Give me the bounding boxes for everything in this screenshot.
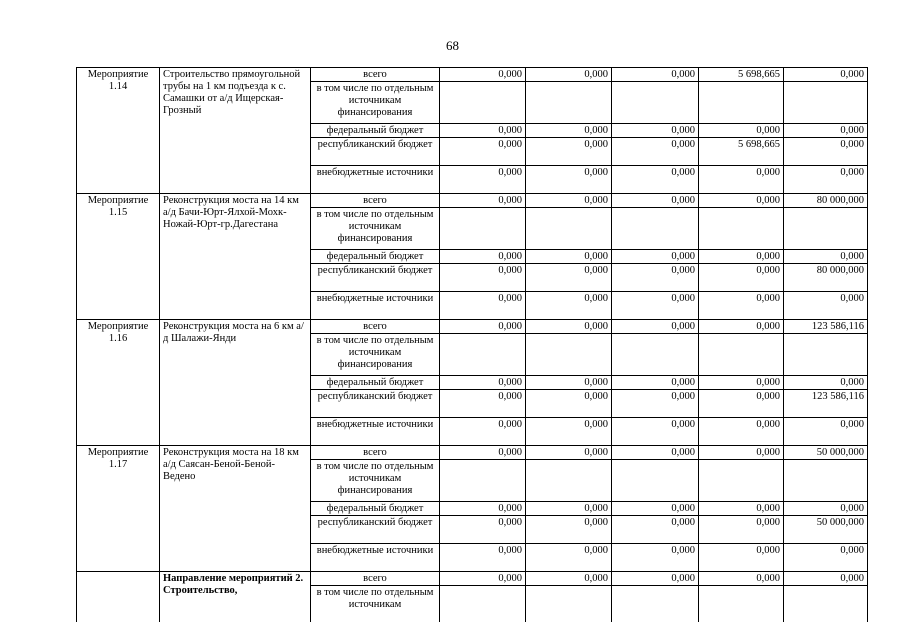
amount-cell: 0,000 [784,544,868,572]
amount-cell: 0,000 [440,390,526,418]
amount-cell [526,82,612,124]
amount-cell: 0,000 [440,572,526,586]
amount-cell [784,460,868,502]
amount-cell: 0,000 [440,292,526,320]
funding-source: в том числе по отдельным источникам финансирования [311,82,440,124]
page-number: 68 [446,38,459,53]
funding-source: федеральный бюджет [311,376,440,390]
amount-cell: 0,000 [784,138,868,166]
amount-cell [440,460,526,502]
funding-source: всего [311,320,440,334]
amount-cell: 0,000 [699,194,784,208]
amount-cell: 0,000 [526,390,612,418]
table-row [77,320,868,334]
amount-cell [699,334,784,376]
amount-cell: 0,000 [440,138,526,166]
amount-cell [699,82,784,124]
event-title: Реконструкция моста на 14 км а/д Бачи-Юрт-Ялхой-Мохк-Ножай-Юрт-гр.Дагестана [160,194,311,320]
amount-cell: 0,000 [699,544,784,572]
amount-cell: 0,000 [612,264,699,292]
amount-cell: 0,000 [699,376,784,390]
amount-cell: 0,000 [526,320,612,334]
event-title: Направление мероприятий 2. Строительство, [160,572,311,628]
funding-source: внебюджетные источники [311,544,440,572]
amount-cell: 0,000 [526,292,612,320]
amount-cell [526,460,612,502]
amount-cell: 0,000 [612,250,699,264]
funding-source: всего [311,194,440,208]
funding-source: всего [311,572,440,586]
amount-cell: 0,000 [526,572,612,586]
amount-cell: 0,000 [612,418,699,446]
funding-source: федеральный бюджет [311,502,440,516]
amount-cell: 0,000 [612,502,699,516]
amount-cell: 50 000,000 [784,446,868,460]
amount-cell: 0,000 [612,446,699,460]
amount-cell [440,334,526,376]
amount-cell: 0,000 [440,250,526,264]
event-id [77,572,160,628]
amount-cell: 0,000 [526,194,612,208]
amount-cell: 0,000 [440,516,526,544]
budget-table-body [77,68,868,628]
amount-cell: 0,000 [440,194,526,208]
amount-cell: 0,000 [699,516,784,544]
amount-cell [612,334,699,376]
amount-cell [440,208,526,250]
funding-source: внебюджетные источники [311,166,440,194]
amount-cell: 0,000 [612,544,699,572]
event-id: Мероприятие 1.15 [77,194,160,320]
amount-cell [699,208,784,250]
amount-cell: 0,000 [784,376,868,390]
amount-cell: 123 586,116 [784,320,868,334]
funding-source: в том числе по отдельным источникам финансирования [311,208,440,250]
amount-cell: 0,000 [526,124,612,138]
funding-source: в том числе по отдельным источникам финансирования [311,460,440,502]
event-title: Реконструкция моста на 6 км а/д Шалажи-Янди [160,320,311,446]
event-title: Реконструкция моста на 18 км а/д Саясан-Беной-Беной-Ведено [160,446,311,572]
amount-cell: 0,000 [526,264,612,292]
amount-cell [526,208,612,250]
amount-cell: 0,000 [784,68,868,82]
amount-cell: 5 698,665 [699,68,784,82]
amount-cell: 0,000 [699,502,784,516]
amount-cell: 0,000 [699,264,784,292]
amount-cell: 0,000 [699,292,784,320]
amount-cell: 0,000 [526,502,612,516]
funding-source: в том числе по отдельным источникам [311,586,440,628]
amount-cell [784,208,868,250]
event-id: Мероприятие 1.17 [77,446,160,572]
amount-cell: 0,000 [699,320,784,334]
event-id: Мероприятие 1.14 [77,68,160,194]
table-row [77,572,868,586]
amount-cell: 0,000 [784,124,868,138]
funding-source: федеральный бюджет [311,250,440,264]
amount-cell [784,334,868,376]
amount-cell: 0,000 [526,250,612,264]
amount-cell: 0,000 [440,264,526,292]
amount-cell: 0,000 [440,68,526,82]
amount-cell: 0,000 [699,124,784,138]
amount-cell: 0,000 [699,446,784,460]
amount-cell: 0,000 [526,544,612,572]
amount-cell: 0,000 [784,572,868,586]
amount-cell: 80 000,000 [784,194,868,208]
funding-source: внебюджетные источники [311,418,440,446]
amount-cell: 80 000,000 [784,264,868,292]
amount-cell: 50 000,000 [784,516,868,544]
amount-cell: 0,000 [526,138,612,166]
amount-cell: 0,000 [612,390,699,418]
amount-cell: 0,000 [612,138,699,166]
amount-cell: 5 698,665 [699,138,784,166]
amount-cell: 0,000 [526,516,612,544]
amount-cell: 0,000 [440,124,526,138]
amount-cell: 0,000 [526,68,612,82]
amount-cell [612,82,699,124]
amount-cell: 0,000 [612,194,699,208]
amount-cell: 0,000 [784,166,868,194]
table-row [77,194,868,208]
amount-cell: 0,000 [612,166,699,194]
amount-cell: 0,000 [440,502,526,516]
amount-cell: 0,000 [440,376,526,390]
amount-cell: 0,000 [699,418,784,446]
amount-cell: 0,000 [440,166,526,194]
event-title: Строительство прямоугольной трубы на 1 км подъезда к с. Самашки от а/д Ищерская-Грозный [160,68,311,194]
table-row [77,446,868,460]
amount-cell: 0,000 [440,446,526,460]
amount-cell [526,334,612,376]
table-row [77,68,868,82]
amount-cell: 0,000 [612,572,699,586]
funding-source: федеральный бюджет [311,124,440,138]
amount-cell [699,460,784,502]
amount-cell: 0,000 [612,68,699,82]
funding-source: всего [311,446,440,460]
amount-cell: 123 586,116 [784,390,868,418]
amount-cell: 0,000 [526,376,612,390]
funding-source: республиканский бюджет [311,138,440,166]
amount-cell [784,82,868,124]
amount-cell: 0,000 [699,572,784,586]
funding-source: в том числе по отдельным источникам финансирования [311,334,440,376]
amount-cell: 0,000 [784,250,868,264]
funding-source: всего [311,68,440,82]
amount-cell: 0,000 [612,376,699,390]
amount-cell: 0,000 [699,250,784,264]
amount-cell: 0,000 [440,320,526,334]
amount-cell: 0,000 [440,418,526,446]
amount-cell: 0,000 [612,516,699,544]
page-bottom-edge [0,622,905,640]
amount-cell [440,82,526,124]
amount-cell [612,460,699,502]
funding-source: республиканский бюджет [311,264,440,292]
amount-cell [612,208,699,250]
funding-source: республиканский бюджет [311,390,440,418]
amount-cell: 0,000 [784,418,868,446]
amount-cell: 0,000 [440,544,526,572]
amount-cell: 0,000 [699,390,784,418]
event-id: Мероприятие 1.16 [77,320,160,446]
amount-cell: 0,000 [612,124,699,138]
funding-source: внебюджетные источники [311,292,440,320]
amount-cell: 0,000 [526,418,612,446]
amount-cell: 0,000 [526,166,612,194]
amount-cell: 0,000 [526,446,612,460]
amount-cell: 0,000 [699,166,784,194]
amount-cell: 0,000 [612,292,699,320]
funding-source: республиканский бюджет [311,516,440,544]
budget-table [76,67,868,628]
amount-cell: 0,000 [784,292,868,320]
amount-cell: 0,000 [612,320,699,334]
amount-cell: 0,000 [784,502,868,516]
